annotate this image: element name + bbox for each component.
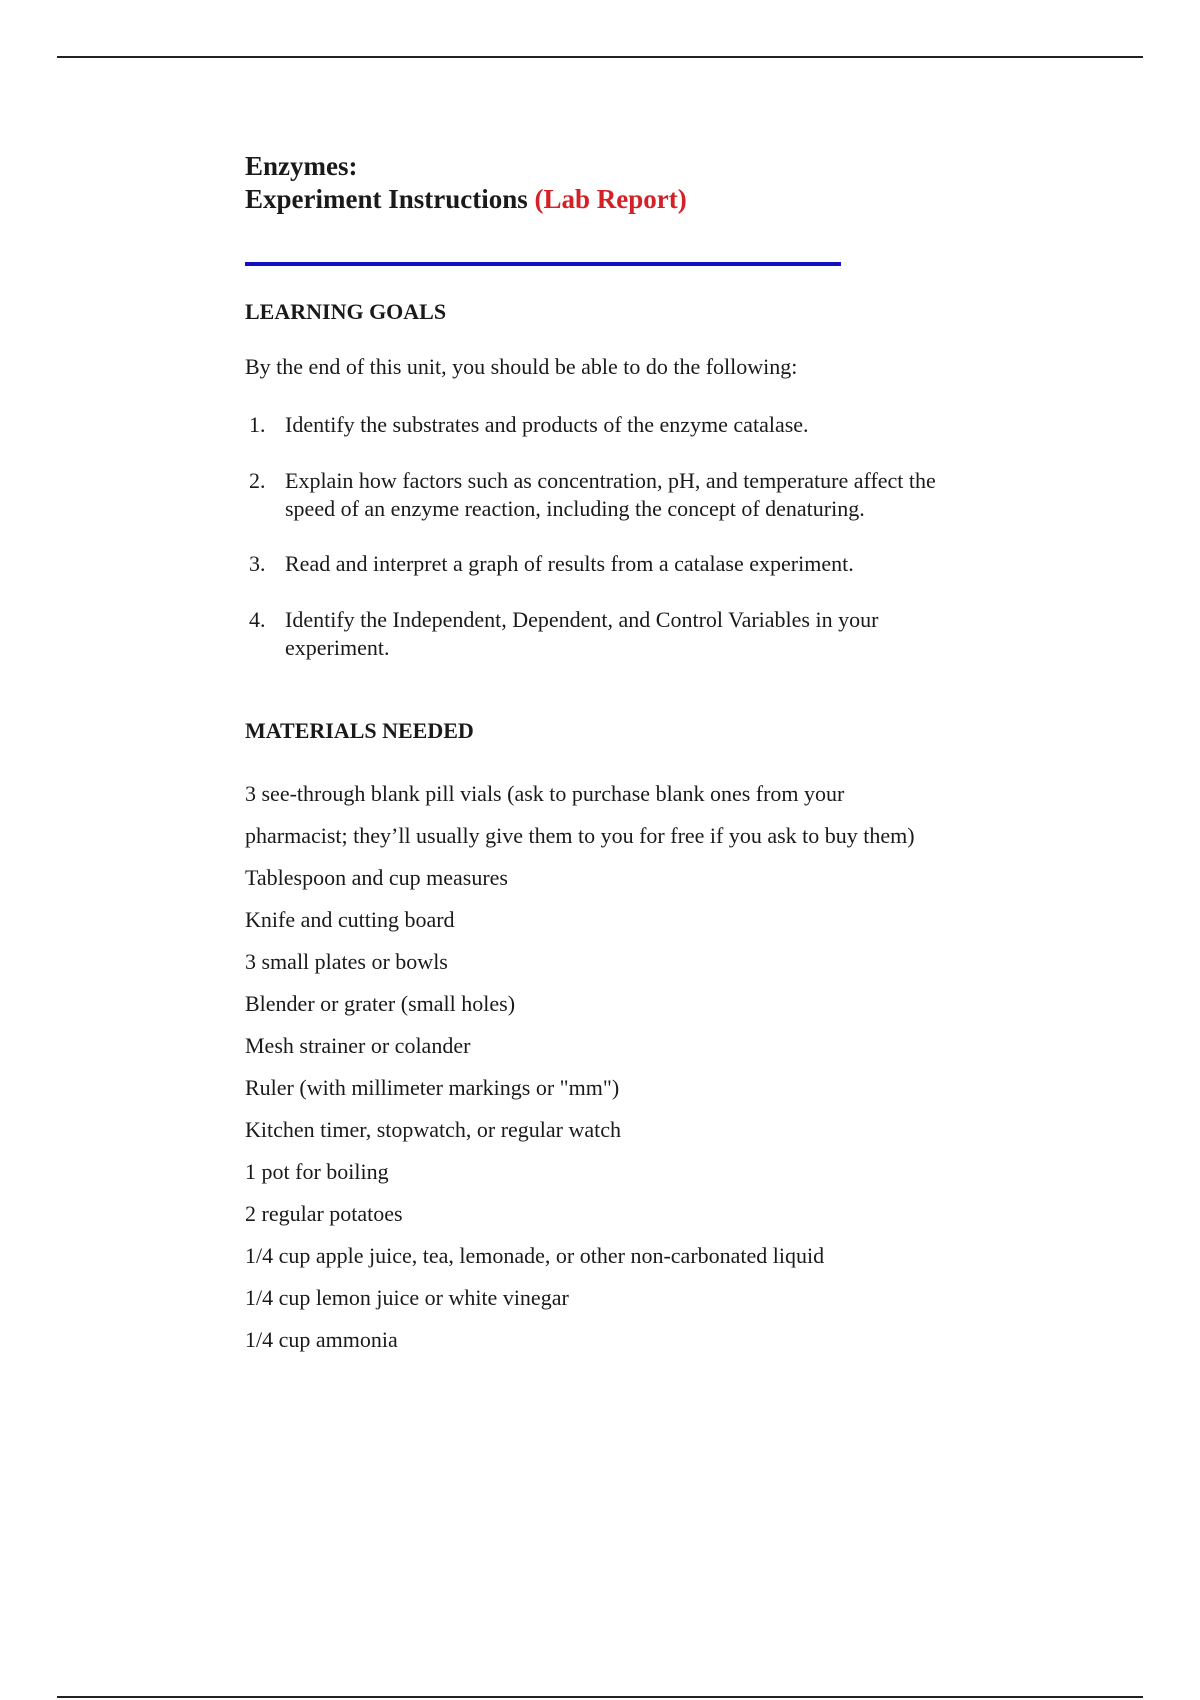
material-item: Blender or grater (small holes) (245, 991, 516, 1016)
material-item: 2 regular potatoes (245, 1201, 403, 1226)
learning-goal-number: 1. (249, 412, 266, 437)
learning-goal-number: 3. (249, 551, 266, 576)
material-item: 1/4 cup ammonia (245, 1327, 398, 1352)
material-item: Mesh strainer or colander (245, 1033, 471, 1058)
materials-heading: MATERIALS NEEDED (245, 718, 474, 743)
material-item: Tablespoon and cup measures (245, 865, 508, 890)
learning-goal-item (245, 606, 1005, 662)
page-top-rule (57, 56, 1143, 58)
page-bottom-rule (57, 1696, 1143, 1698)
material-item: 3 see-through blank pill vials (ask to purchase blank ones from your (245, 781, 845, 806)
learning-goal-number: 4. (249, 607, 266, 632)
title-line-2-main: Experiment Instructions (245, 184, 528, 214)
learning-goal-text: Read and interpret a graph of results from a catalase experiment. (285, 551, 854, 576)
material-item: 3 small plates or bowls (245, 949, 448, 974)
learning-goal-text: Explain how factors such as concentration, pH, and temperature affect the speed of an enzyme reaction, including the concept of denaturing. (285, 468, 936, 521)
learning-goal-item (245, 411, 1005, 439)
material-item: Ruler (with millimeter markings or "mm") (245, 1075, 620, 1100)
learning-goal-item (245, 550, 1005, 578)
learning-goals-intro: By the end of this unit, you should be able to do the following: (245, 354, 798, 379)
learning-goal-item (245, 467, 1005, 523)
learning-goal-number: 2. (249, 468, 266, 493)
title-line-2-accent: (Lab Report) (534, 184, 687, 214)
material-item: 1/4 cup lemon juice or white vinegar (245, 1285, 569, 1310)
title-underline (245, 262, 841, 266)
material-item: 1 pot for boiling (245, 1159, 389, 1184)
material-item: Kitchen timer, stopwatch, or regular watch (245, 1117, 622, 1142)
material-item: Knife and cutting board (245, 907, 455, 932)
learning-goals-heading: LEARNING GOALS (245, 299, 447, 324)
material-item: pharmacist; they’ll usually give them to you for free if you ask to buy them) (245, 823, 915, 848)
title-line-1: Enzymes: (245, 151, 358, 181)
material-item: 1/4 cup apple juice, tea, lemonade, or other non-carbonated liquid (245, 1243, 825, 1268)
document-title (245, 150, 687, 216)
materials-list (245, 773, 1005, 1361)
learning-goal-text: Identify the substrates and products of the enzyme catalase. (285, 412, 809, 437)
learning-goal-text: Identify the Independent, Dependent, and Control Variables in your experiment. (285, 607, 879, 660)
